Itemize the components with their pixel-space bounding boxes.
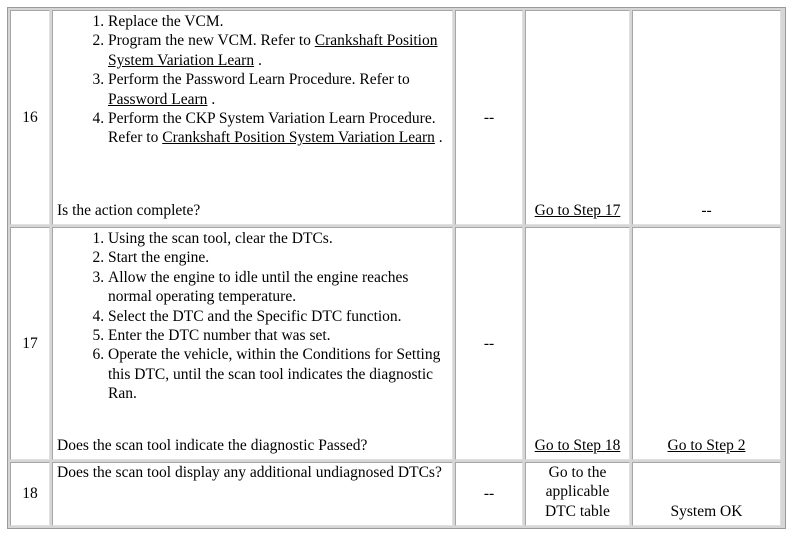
diagnostic-table (7, 7, 786, 529)
go-to-step-2-link[interactable]: Go to Step 2 (667, 437, 746, 454)
action-text: Perform the CKP System Variation Learn Procedure. Refer to (108, 110, 436, 147)
go-to-dtc-table-text: Go to the applicable DTC table (545, 464, 610, 520)
step-17-value: -- (455, 227, 523, 460)
action-item (108, 307, 448, 326)
step-16-action (52, 10, 453, 225)
action-text: Start the engine. (108, 249, 210, 267)
action-item (108, 345, 448, 403)
step-16-value: -- (455, 10, 523, 225)
procedure-link[interactable]: Crankshaft Position System Variation Learn (108, 32, 438, 69)
step-18-question: Does the scan tool display any additional undiagnosed DTCs? (57, 464, 442, 481)
step-16-no: -- (632, 10, 781, 225)
procedure-link[interactable]: Crankshaft Position System Variation Learn (162, 129, 435, 147)
action-text: Enter the DTC number that was set. (108, 327, 331, 345)
action-item (108, 229, 448, 248)
action-item (108, 70, 448, 109)
action-text: Using the scan tool, clear the DTCs. (108, 230, 333, 247)
step-number-16: 16 (10, 10, 50, 225)
step-17-no (632, 227, 781, 460)
action-text: Replace the VCM. (108, 13, 224, 30)
step-16-action-list (57, 12, 448, 148)
action-text: . (207, 90, 216, 108)
procedure-link[interactable]: Password Learn (108, 90, 208, 108)
step-number-17: 17 (10, 227, 50, 460)
action-text: . (434, 129, 443, 147)
step-18-no: System OK (632, 462, 781, 526)
action-item (108, 109, 448, 148)
action-text: . (254, 51, 262, 69)
action-text: Select the DTC and the Specific DTC function. (108, 307, 402, 325)
action-text: Program the new VCM. Refer to (108, 32, 315, 50)
action-item (108, 12, 448, 31)
go-to-step-18-link[interactable]: Go to Step 18 (534, 437, 621, 454)
action-text: Allow the engine to idle until the engine reaches normal operating temperature. (108, 268, 409, 306)
action-item (108, 326, 448, 345)
action-item (108, 268, 448, 307)
action-item (108, 31, 448, 70)
step-17-action-list (57, 229, 448, 404)
step-16-question: Is the action complete? (57, 201, 201, 219)
step-18-action (52, 462, 453, 526)
step-18-value: -- (455, 462, 523, 526)
step-17-action (52, 227, 453, 460)
action-item (108, 248, 448, 267)
step-number-18: 18 (10, 462, 50, 526)
action-text: Operate the vehicle, within the Conditions for Setting this DTC, until the scan tool indicates the diagnostic Ran. (108, 346, 441, 403)
step-17-yes (525, 227, 630, 460)
step-18-yes (525, 462, 630, 526)
action-text: Perform the Password Learn Procedure. Refer to (108, 71, 410, 89)
go-to-step-17-link[interactable]: Go to Step 17 (534, 202, 621, 219)
step-17-question: Does the scan tool indicate the diagnostic Passed? (57, 436, 368, 454)
step-16-yes (525, 10, 630, 225)
